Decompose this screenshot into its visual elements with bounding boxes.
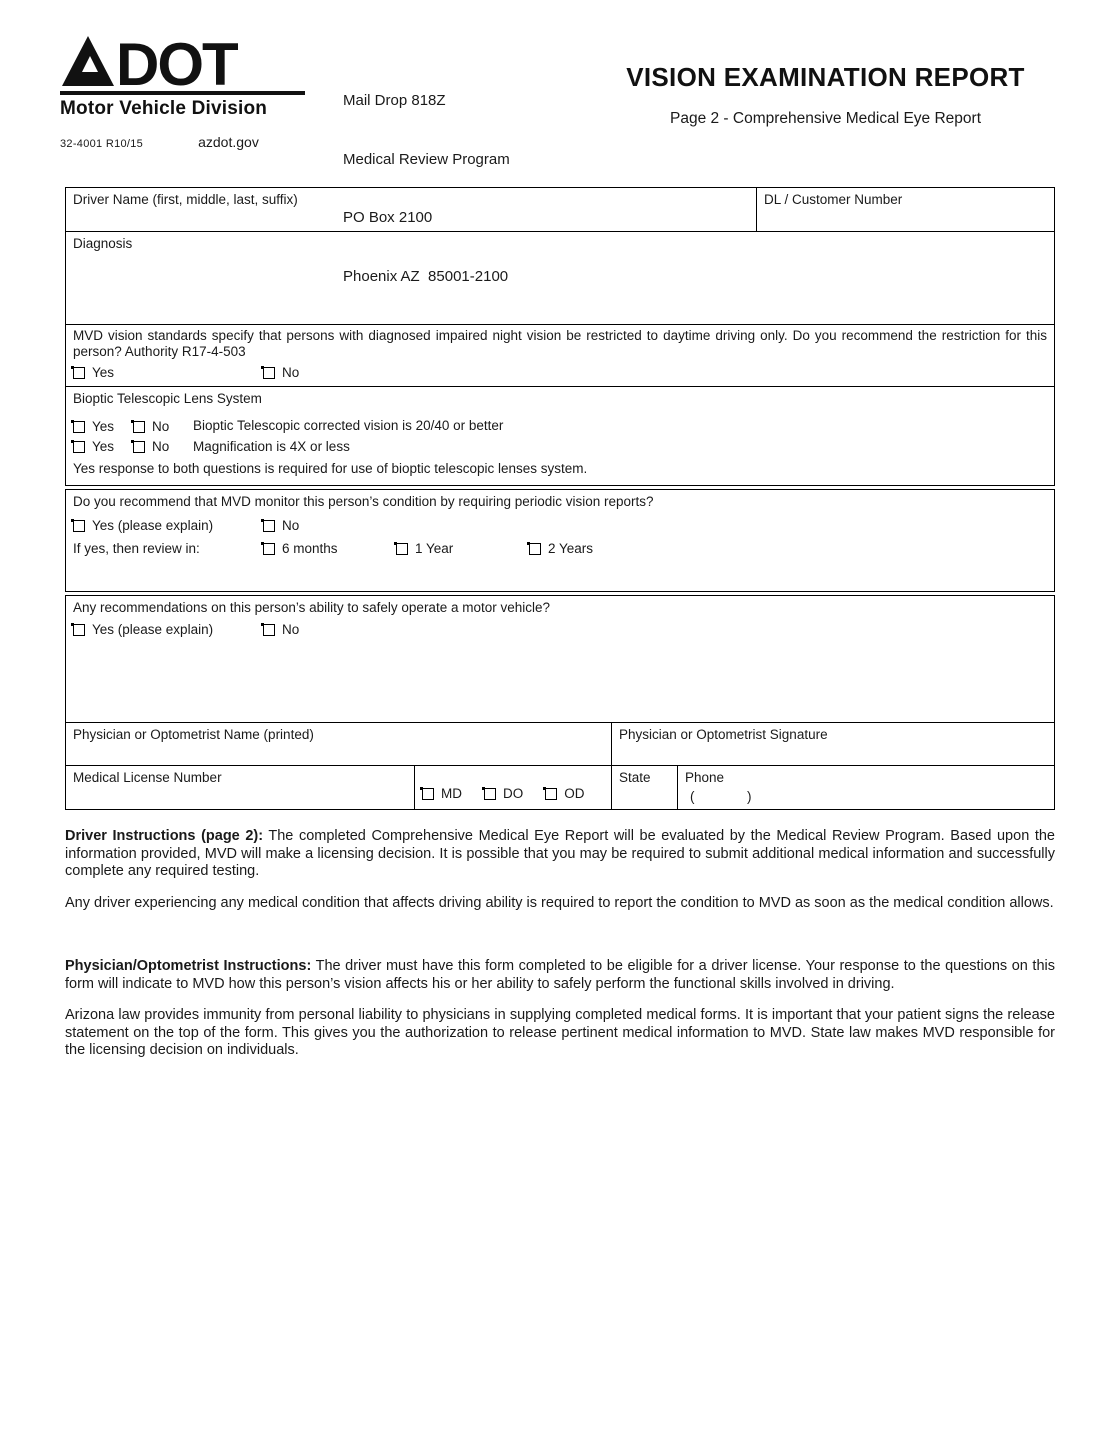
diagnosis-label: Diagnosis <box>73 236 133 251</box>
page-title: VISION EXAMINATION REPORT <box>626 62 1025 92</box>
bioptic-q1-text: Bioptic Telescopic corrected vision is 20/40 or better <box>193 418 504 434</box>
driver-instructions-paragraph-2: Any driver experiencing any medical condition that affects driving ability is required to report the condition to MVD as soon as the medical condition allows. <box>65 894 1054 911</box>
adot-logo-block <box>60 34 310 150</box>
bioptic-question-1 <box>73 418 1047 434</box>
degree-options <box>414 766 611 809</box>
night-vision-section <box>65 324 1055 387</box>
recommendations-section[interactable] <box>65 595 1055 723</box>
bioptic-heading: Bioptic Telescopic Lens System <box>73 391 262 407</box>
driver-instructions-paragraph <box>65 828 1055 881</box>
checkbox-label: DO <box>503 786 524 802</box>
checkbox-icon[interactable] <box>133 441 145 453</box>
form-number: 32-4001 R10/15 <box>60 138 144 150</box>
physician-signature-label: Physician or Optometrist Signature <box>619 727 828 743</box>
page-subtitle: Page 2 - Comprehensive Medical Eye Report <box>669 110 981 127</box>
recommendations-yes-option[interactable] <box>73 622 263 638</box>
bioptic-q2-no-option[interactable] <box>133 439 193 455</box>
night-vision-question: MVD vision standards specify that persons with diagnosed impaired night vision be restricted to daytime driving only. Do you recommend the restriction for this person? Authority R17-4-503 <box>73 328 1047 359</box>
dl-customer-label: DL / Customer Number <box>764 192 903 207</box>
checkbox-icon[interactable] <box>396 543 408 555</box>
physician-instructions-paragraph <box>65 958 1055 993</box>
state-field[interactable] <box>611 766 677 809</box>
adot-logo-icon <box>60 34 305 90</box>
physician-name-field[interactable] <box>66 723 611 765</box>
monitor-review-options <box>73 541 1047 557</box>
md-option[interactable] <box>422 786 462 802</box>
bioptic-q1-yes-option[interactable] <box>73 419 133 435</box>
checkbox-label: No <box>282 621 300 637</box>
logo-divider <box>60 91 305 95</box>
checkbox-icon[interactable] <box>263 520 275 532</box>
recommendations-no-option[interactable] <box>263 622 299 638</box>
checkbox-label: Yes (please explain) <box>92 621 214 637</box>
night-vision-options <box>73 365 1047 381</box>
driver-name-label: Driver Name (first, middle, last, suffix) <box>73 192 298 207</box>
bioptic-q2-yes-option[interactable] <box>73 439 133 455</box>
diagnosis-field[interactable] <box>65 231 1055 325</box>
bioptic-q1-no-option[interactable] <box>133 419 193 435</box>
night-vision-no-option[interactable] <box>263 365 299 381</box>
bioptic-q2-text: Magnification is 4X or less <box>193 438 350 454</box>
checkbox-label: 2 Years <box>548 541 594 557</box>
checkbox-icon[interactable] <box>73 367 85 379</box>
physician-instructions-text: The driver must have this form completed to be eligible for a driver license. Your response to the questions on this form will indicate to MVD how this person’s vision affects his or her ability to safely perform the functional skills involved in driving. <box>65 958 1055 992</box>
checkbox-label: 1 Year <box>415 541 454 557</box>
recommendations-options <box>73 621 1047 637</box>
checkbox-label: Yes (please explain) <box>92 517 214 533</box>
bioptic-section <box>65 386 1055 486</box>
license-row <box>65 765 1055 810</box>
division-name: Motor Vehicle Division <box>60 98 268 119</box>
monitor-question: Do you recommend that MVD monitor this person’s condition by requiring periodic vision reports? <box>73 494 654 510</box>
phone-label: Phone <box>685 770 725 786</box>
instructions-section <box>65 828 1055 1060</box>
form-meta-row <box>60 134 310 150</box>
checkbox-label: Yes <box>92 439 115 455</box>
phone-field[interactable] <box>677 766 1054 809</box>
checkbox-icon[interactable] <box>484 788 496 800</box>
checkbox-label: MD <box>441 786 462 802</box>
medical-license-label: Medical License Number <box>73 770 222 786</box>
physician-signature-field[interactable] <box>611 723 1054 765</box>
website-text: azdot.gov <box>198 134 259 150</box>
checkbox-label: OD <box>564 786 585 802</box>
checkbox-icon[interactable] <box>263 543 275 555</box>
monitor-section <box>65 489 1055 592</box>
dl-customer-number-field[interactable] <box>756 188 1054 231</box>
physician-instructions-lead: Physician/Optometrist Instructions: <box>65 958 312 975</box>
night-vision-yes-option[interactable] <box>73 365 263 381</box>
checkbox-label: No <box>152 439 170 455</box>
review-1year-option[interactable] <box>396 541 529 557</box>
physician-name-label: Physician or Optometrist Name (printed) <box>73 727 314 743</box>
state-label: State <box>619 770 651 786</box>
checkbox-icon[interactable] <box>73 624 85 636</box>
medical-license-field[interactable] <box>66 766 414 809</box>
monitor-options <box>73 517 1047 533</box>
address-line: Medical Review Program <box>343 150 510 168</box>
do-option[interactable] <box>484 786 523 802</box>
checkbox-label: No <box>282 365 300 381</box>
checkbox-icon[interactable] <box>422 788 434 800</box>
checkbox-label: 6 months <box>282 541 338 557</box>
checkbox-label: Yes <box>92 365 115 381</box>
address-line: PO Box 2100 <box>343 209 433 226</box>
driver-instructions-lead: Driver Instructions (page 2): <box>65 828 264 845</box>
checkbox-label: No <box>152 418 170 434</box>
checkbox-icon[interactable] <box>263 624 275 636</box>
bioptic-question-2 <box>73 439 1047 455</box>
checkbox-label: Yes <box>92 418 115 434</box>
physician-instructions-paragraph-2: Arizona law provides immunity from personal liability to physicians in supplying completed medical forms. It is important that your patient signs the release statement on the top of the form. This gives you the authorization to release pertinent medical information to MVD. State law makes MVD responsible for the licensing decision on individuals. <box>65 1007 1055 1059</box>
checkbox-icon[interactable] <box>529 543 541 555</box>
checkbox-icon[interactable] <box>73 520 85 532</box>
mailing-address <box>343 52 510 325</box>
review-2years-option[interactable] <box>529 541 593 557</box>
monitor-no-option[interactable] <box>263 518 299 534</box>
od-option[interactable] <box>545 786 584 802</box>
driver-instructions-text: The completed Comprehensive Medical Eye Report will be evaluated by the Medical Review Program. Based upon the information provided, MVD will make a licensing decision. It is possible that you may be required to submit additional medical information and successfully complete any required testing. <box>65 828 1055 880</box>
checkbox-icon[interactable] <box>73 441 85 453</box>
driver-name-row <box>65 187 1055 232</box>
checkbox-icon[interactable] <box>133 421 145 433</box>
review-6months-option[interactable] <box>263 541 396 557</box>
review-interval-label: If yes, then review in: <box>73 540 200 556</box>
checkbox-label: No <box>282 517 300 533</box>
physician-row <box>65 722 1055 766</box>
svg-text:DOT: DOT <box>116 34 237 90</box>
checkbox-icon[interactable] <box>263 367 275 379</box>
monitor-yes-option[interactable] <box>73 518 263 534</box>
phone-parens: ( ) <box>690 789 752 805</box>
title-block <box>588 62 1063 128</box>
checkbox-icon[interactable] <box>545 788 557 800</box>
address-line: Mail Drop 818Z <box>343 92 446 109</box>
checkbox-icon[interactable] <box>73 421 85 433</box>
bioptic-note: Yes response to both questions is required for use of bioptic telescopic lenses system. <box>73 461 588 477</box>
form-area <box>65 187 1055 810</box>
address-line: Phoenix AZ 85001-2100 <box>343 267 509 285</box>
recommendations-question: Any recommendations on this person’s ability to safely operate a motor vehicle? <box>73 600 551 616</box>
